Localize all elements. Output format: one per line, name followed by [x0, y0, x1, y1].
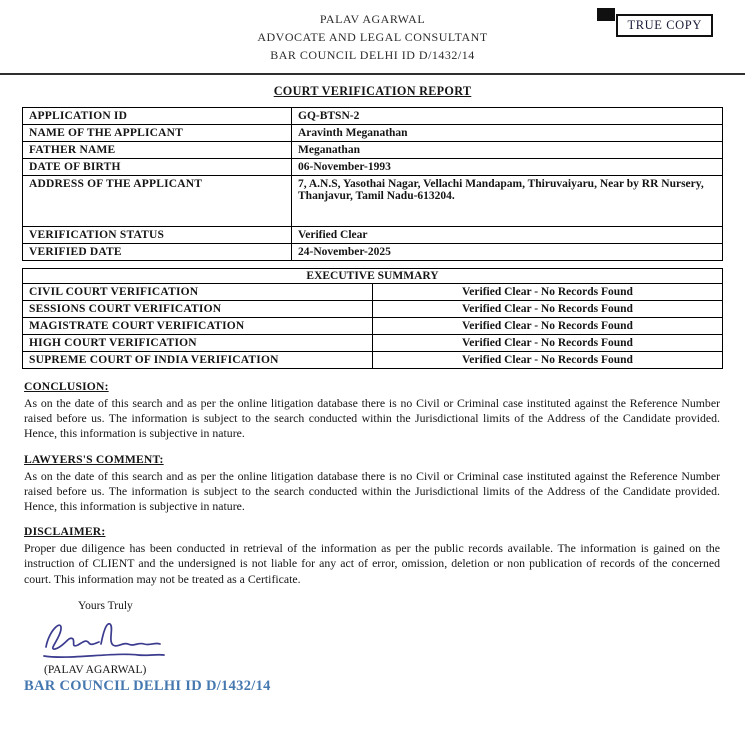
section-heading: LAWYERS'S COMMENT: [24, 452, 164, 466]
applicant-details-table [22, 107, 723, 261]
black-corner-mark [597, 8, 615, 21]
signature-ink-icon [38, 614, 173, 664]
section-body: As on the date of this search and as per the online litigation database there is no Civil or Criminal case instituted against the Reference Number raised before us. The information is subject to the search conducted within the Jurisdictional limits of the Address of the Candidate provided. Hence, this information is subjective in nature. [24, 468, 720, 514]
section-body: Proper due diligence has been conducted in retrieval of the information as per the public records available. The information is gained on the instruction of CLIENT and the undersigned is not liable for any act of error, omission, deletion or non publication of records of the concerned court. This information may not be treated as a Certificate. [24, 541, 720, 586]
detail-value: 7, A.N.S, Yasothai Nagar, Vellachi Mandapam, Thiruvaiyaru, Near by RR Nursery, Thanjavur, Tamil Nadu-613204. [292, 176, 723, 227]
detail-label: VERIFICATION STATUS [23, 227, 292, 244]
detail-value: Aravinth Meganathan [292, 125, 723, 142]
summary-label: SESSIONS COURT VERIFICATION [23, 301, 373, 318]
footer-bar-council-id: BAR COUNCIL DELHI ID D/1432/14 [24, 677, 271, 694]
executive-summary-table [22, 268, 723, 369]
table-row [23, 244, 723, 261]
advocate-title: ADVOCATE AND LEGAL CONSULTANT [257, 30, 488, 44]
table-row [23, 335, 723, 352]
detail-label: VERIFIED DATE [23, 244, 292, 261]
table-row [23, 318, 723, 335]
detail-value: 24-November-2025 [292, 244, 723, 261]
summary-label: CIVIL COURT VERIFICATION [23, 284, 373, 301]
summary-title: EXECUTIVE SUMMARY [23, 269, 723, 284]
summary-value: Verified Clear - No Records Found [373, 301, 723, 318]
bar-council-id: BAR COUNCIL DELHI ID D/1432/14 [270, 48, 475, 62]
detail-label: NAME OF THE APPLICANT [23, 125, 292, 142]
summary-value: Verified Clear - No Records Found [373, 335, 723, 352]
detail-label: ADDRESS OF THE APPLICANT [23, 176, 292, 227]
detail-label: APPLICATION ID [23, 108, 292, 125]
table-row [23, 176, 723, 227]
summary-label: MAGISTRATE COURT VERIFICATION [23, 318, 373, 335]
table-row [23, 284, 723, 301]
section-lawyers-comment [24, 442, 720, 515]
table-row [23, 159, 723, 176]
section-heading: CONCLUSION: [24, 380, 109, 393]
table-row [23, 352, 723, 369]
summary-value: Verified Clear - No Records Found [373, 284, 723, 301]
true-copy-stamp: TRUE COPY [616, 14, 713, 37]
section-conclusion [24, 369, 720, 442]
summary-value: Verified Clear - No Records Found [373, 352, 723, 369]
detail-label: DATE OF BIRTH [23, 159, 292, 176]
summary-label: HIGH COURT VERIFICATION [23, 335, 373, 352]
advocate-name: PALAV AGARWAL [319, 12, 426, 26]
detail-value: 06-November-1993 [292, 159, 723, 176]
section-heading: DISCLAIMER: [24, 525, 106, 539]
table-row [23, 301, 723, 318]
page-title: COURT VERIFICATION REPORT [273, 84, 472, 98]
closing-text: Yours Truly [78, 599, 133, 612]
table-row [23, 125, 723, 142]
header-divider [0, 73, 745, 75]
signatory-name: (PALAV AGARWAL) [44, 663, 147, 676]
summary-label: SUPREME COURT OF INDIA VERIFICATION [23, 352, 373, 369]
table-row [23, 142, 723, 159]
detail-value: Meganathan [292, 142, 723, 159]
signature [38, 614, 745, 664]
table-row [23, 269, 723, 284]
table-row [23, 227, 723, 244]
detail-label: FATHER NAME [23, 142, 292, 159]
detail-value: GQ-BTSN-2 [292, 108, 723, 125]
detail-value: Verified Clear [292, 227, 723, 244]
section-disclaimer [24, 514, 720, 587]
table-row [23, 108, 723, 125]
summary-value: Verified Clear - No Records Found [373, 318, 723, 335]
section-body: As on the date of this search and as per the online litigation database there is no Civil or Criminal case instituted against the Reference Number raised before us. The information is subject to the search conducted within the Jurisdictional limits of the Address of the Candidate provided. Hence, this information is subjective in nature. [24, 396, 720, 441]
